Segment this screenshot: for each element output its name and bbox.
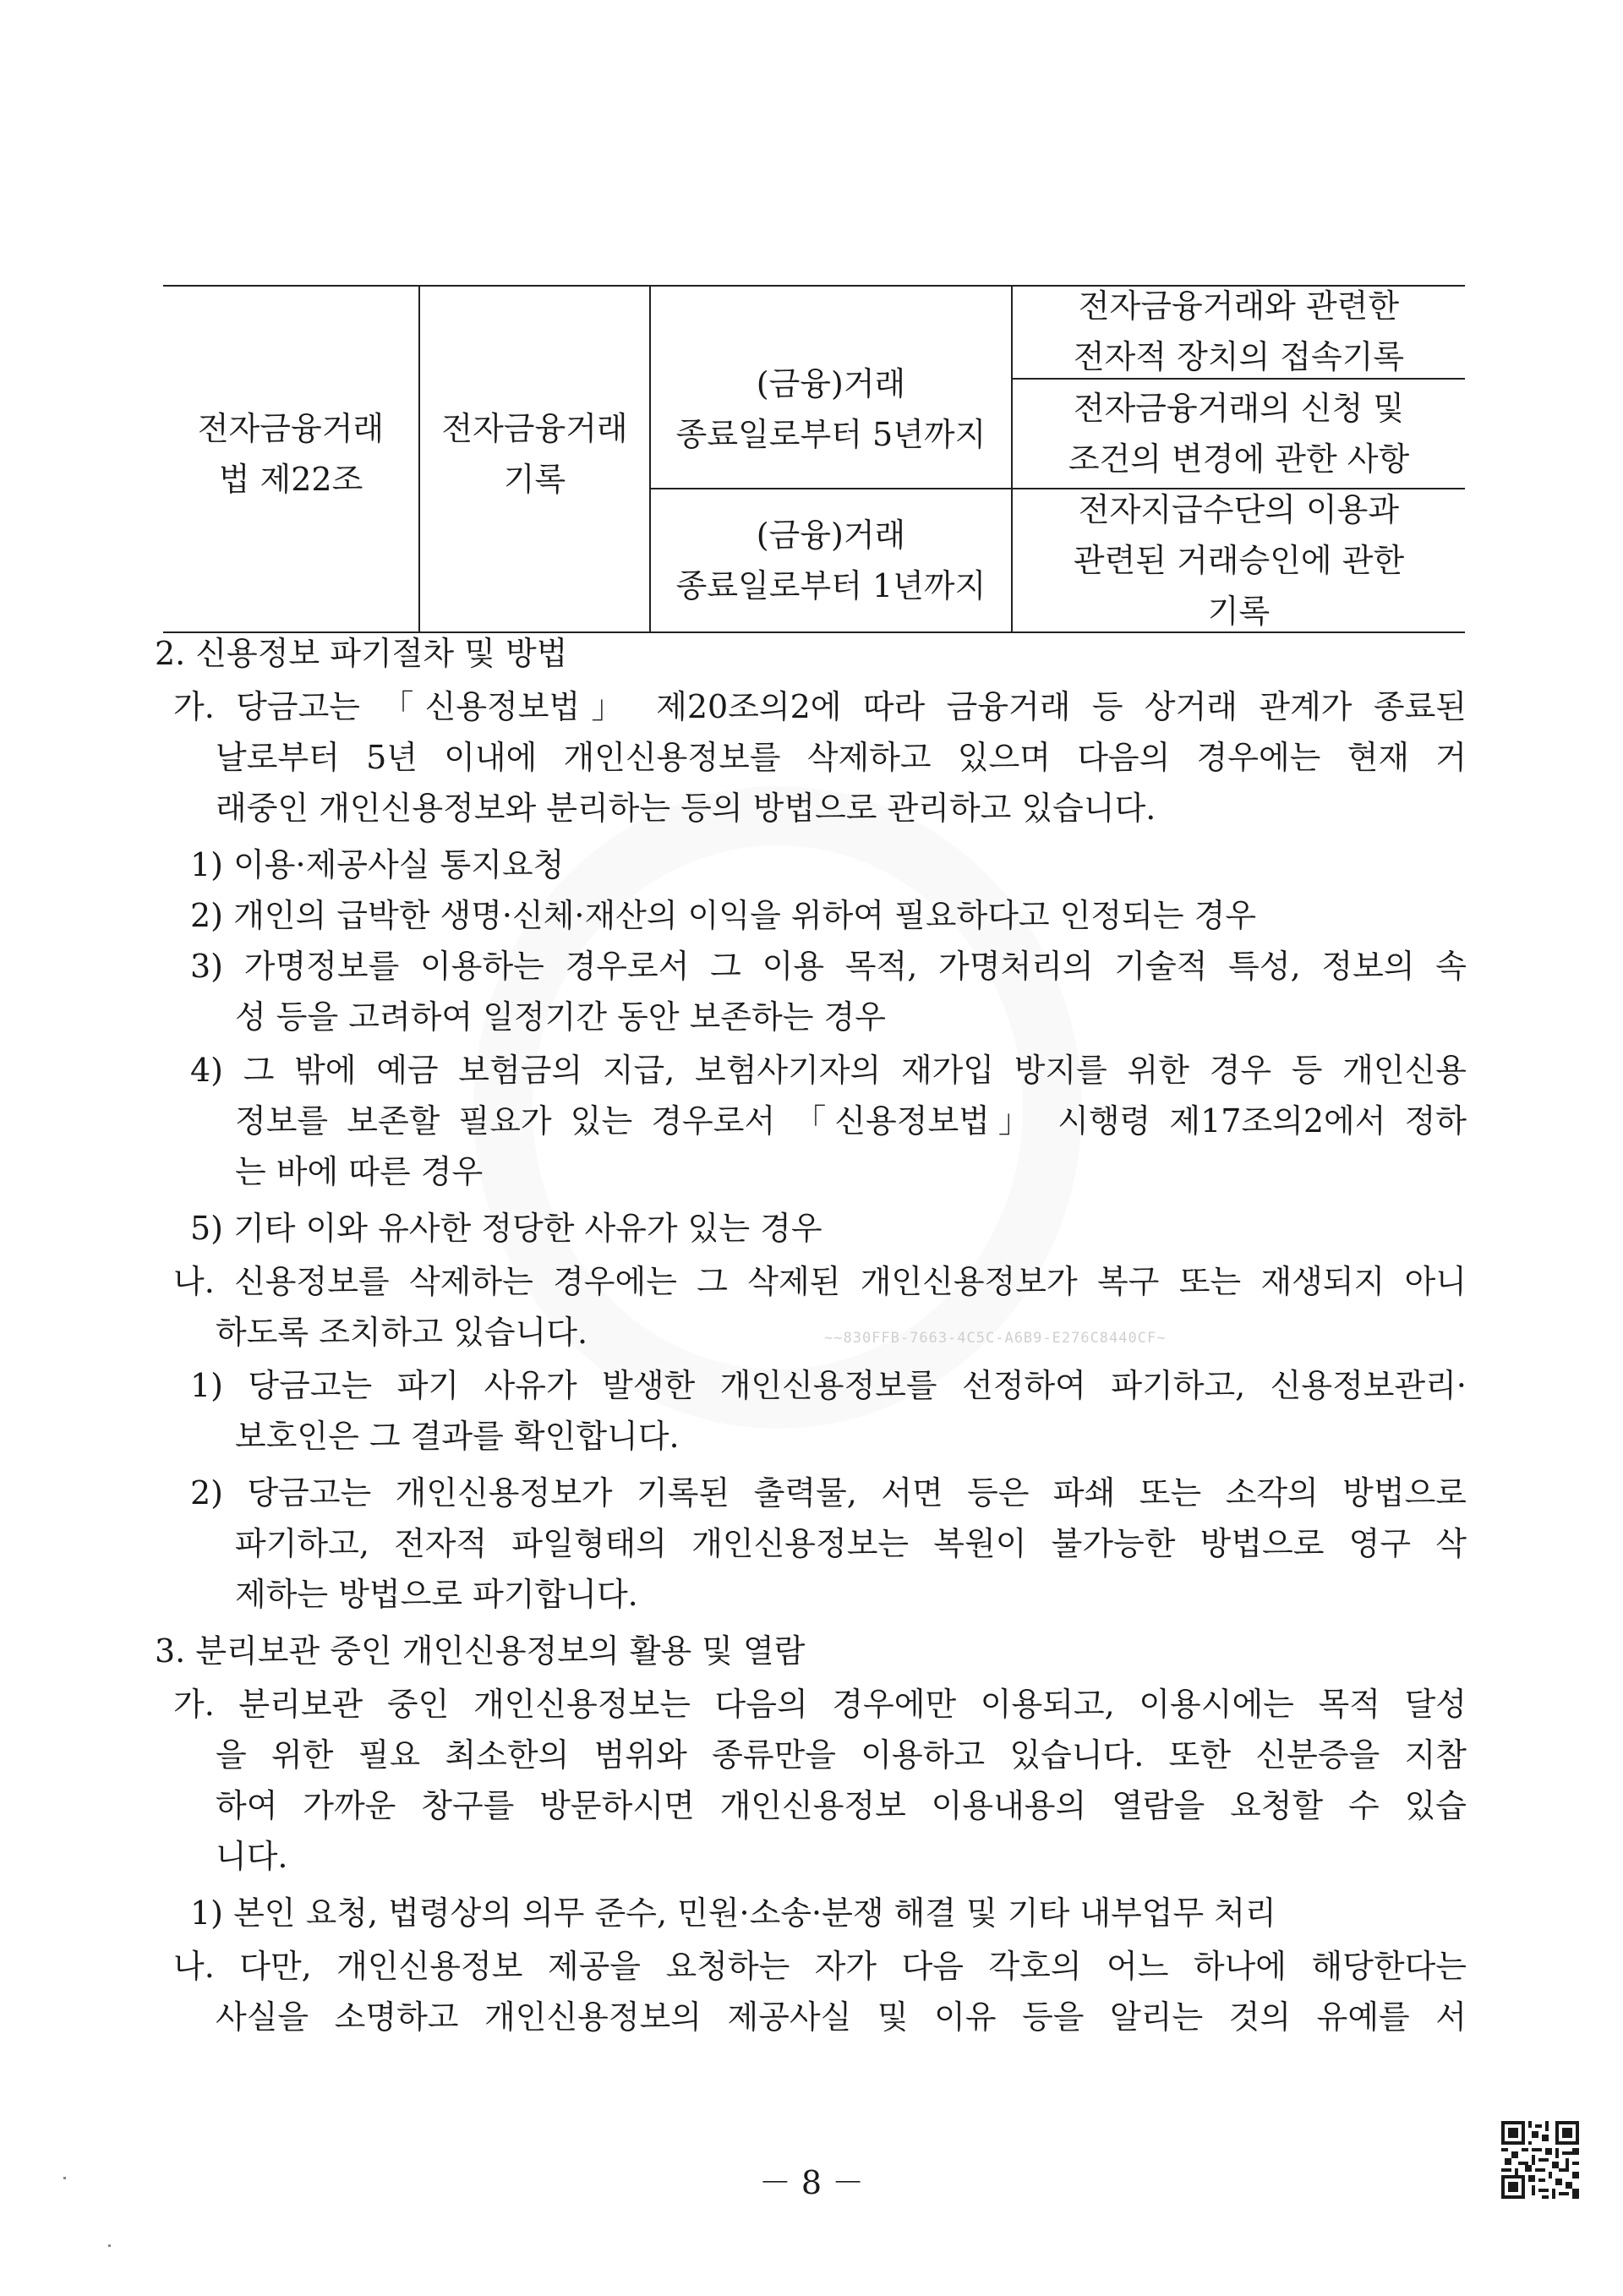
table-cell-period-1y bbox=[651, 489, 1011, 631]
table-cell-item-3 bbox=[1013, 489, 1465, 631]
list-item: 3) 가명정보를 이용하는 경우로서 그 이용 목적, 가명처리의 기술적 특성, 정보의 속 bbox=[190, 948, 1467, 985]
paragraph-line: 사실을 소명하고 개인신용정보의 제공사실 및 이유 등을 알리는 것의 유예를 서 bbox=[216, 1998, 1467, 2036]
list-item: 1) 이용·제공사실 통지요청 bbox=[190, 846, 565, 883]
scan-speck bbox=[63, 2177, 66, 2179]
paragraph-line: 나. 신용정보를 삭제하는 경우에는 그 삭제된 개인신용정보가 복구 또는 재생되지 아니 bbox=[173, 1263, 1467, 1300]
paragraph-line: 가. 당금고는 「신용정보법」 제20조의2에 따라 금융거래 등 상거래 관계가 종료된 bbox=[173, 688, 1467, 725]
item1-line-1: 전자금융거래와 관련한 bbox=[1078, 287, 1400, 325]
list-item-continued: 정보를 보존할 필요가 있는 경우로서 「신용정보법」 시행령 제17조의2에서 정하 bbox=[235, 1102, 1467, 1140]
paragraph-line: 나. 다만, 개인신용정보 제공을 요청하는 자가 다음 각호의 어느 하나에 해당한다는 bbox=[173, 1948, 1467, 1985]
paragraph-line: 가. 분리보관 중인 개인신용정보는 다음의 경우에만 이용되고, 이용시에는 목적 달성 bbox=[173, 1686, 1467, 1723]
record-line-2: 기록 bbox=[503, 461, 566, 498]
section-heading-2: 2. 신용정보 파기절차 및 방법 bbox=[155, 635, 568, 672]
paragraph-line: 니다. bbox=[216, 1838, 288, 1875]
retention-table bbox=[163, 285, 1465, 633]
table-cell-item-2 bbox=[1013, 380, 1465, 488]
paragraph-line: 날로부터 5년 이내에 개인신용정보를 삭제하고 있으며 다음의 경우에는 현재 거 bbox=[216, 739, 1467, 776]
list-item: 1) 본인 요청, 법령상의 의무 준수, 민원·소송·분쟁 해결 및 기타 내부업무 처리 bbox=[190, 1894, 1276, 1932]
period-1y-line-1: (금융)거래 bbox=[756, 517, 906, 554]
list-item-continued: 성 등을 고려하여 일정기간 동안 보존하는 경우 bbox=[235, 998, 886, 1036]
list-item-continued: 보호인은 그 결과를 확인합니다. bbox=[235, 1418, 680, 1455]
document-watermark-id: ~~830FFB-7663-4C5C-A6B9-E276C8440CF~ bbox=[824, 1330, 1167, 1347]
list-item: 2) 당금고는 개인신용정보가 기록된 출력물, 서면 등은 파쇄 또는 소각의 방법으로 bbox=[190, 1474, 1467, 1512]
item3-line-2: 관련된 거래승인에 관한 bbox=[1073, 542, 1405, 579]
table-cell-law bbox=[163, 378, 418, 530]
law-line-2: 법 제22조 bbox=[218, 461, 363, 498]
list-item: 2) 개인의 급박한 생명·신체·재산의 이익을 위하여 필요하다고 인정되는 경우 bbox=[190, 897, 1257, 934]
item2-line-1: 전자금융거래의 신청 및 bbox=[1073, 390, 1405, 427]
item3-line-3: 기록 bbox=[1207, 593, 1271, 630]
item1-line-2: 전자적 장치의 접속기록 bbox=[1073, 338, 1405, 375]
period-5y-line-2: 종료일로부터 5년까지 bbox=[675, 416, 986, 453]
paragraph-line: 하여 가까운 창구를 방문하시면 개인신용정보 이용내용의 열람을 요청할 수 있습 bbox=[216, 1787, 1467, 1824]
scan-speck bbox=[108, 2244, 111, 2247]
list-item: 4) 그 밖에 예금 보험금의 지급, 보험사기자의 재가입 방지를 위한 경우 등 개인신용 bbox=[190, 1052, 1467, 1089]
record-line-1: 전자금융거래 bbox=[441, 410, 628, 447]
table-cell-period-5y bbox=[651, 329, 1011, 489]
paragraph-line: 래중인 개인신용정보와 분리하는 등의 방법으로 관리하고 있습니다. bbox=[216, 790, 1156, 827]
paragraph-line: 하도록 조치하고 있습니다. bbox=[216, 1314, 588, 1351]
item3-line-1: 전자지급수단의 이용과 bbox=[1078, 491, 1400, 528]
table-cell-item-1 bbox=[1013, 285, 1465, 378]
list-item-continued: 는 바에 따른 경우 bbox=[235, 1153, 484, 1190]
period-1y-line-2: 종료일로부터 1년까지 bbox=[675, 567, 986, 604]
list-item-continued: 제하는 방법으로 파기합니다. bbox=[235, 1576, 638, 1613]
period-5y-line-1: (금융)거래 bbox=[756, 365, 906, 402]
page-number: － 8 － bbox=[758, 2164, 865, 2201]
paragraph-line: 을 위한 필요 최소한의 범위와 종류만을 이용하고 있습니다. 또한 신분증을 지참 bbox=[216, 1736, 1467, 1774]
list-item: 5) 기타 이와 유사한 정당한 사유가 있는 경우 bbox=[190, 1210, 822, 1247]
qr-code-icon bbox=[1501, 2121, 1579, 2199]
list-item-continued: 파기하고, 전자적 파일형태의 개인신용정보는 복원이 불가능한 방법으로 영구 삭 bbox=[235, 1525, 1467, 1562]
table-cell-record bbox=[420, 378, 649, 530]
item2-line-2: 조건의 변경에 관한 사항 bbox=[1068, 440, 1410, 478]
section-heading-3: 3. 분리보관 중인 개인신용정보의 활용 및 열람 bbox=[155, 1632, 806, 1670]
list-item: 1) 당금고는 파기 사유가 발생한 개인신용정보를 선정하여 파기하고, 신용정보관리· bbox=[190, 1367, 1467, 1404]
law-line-1: 전자금융거래 bbox=[197, 410, 385, 447]
